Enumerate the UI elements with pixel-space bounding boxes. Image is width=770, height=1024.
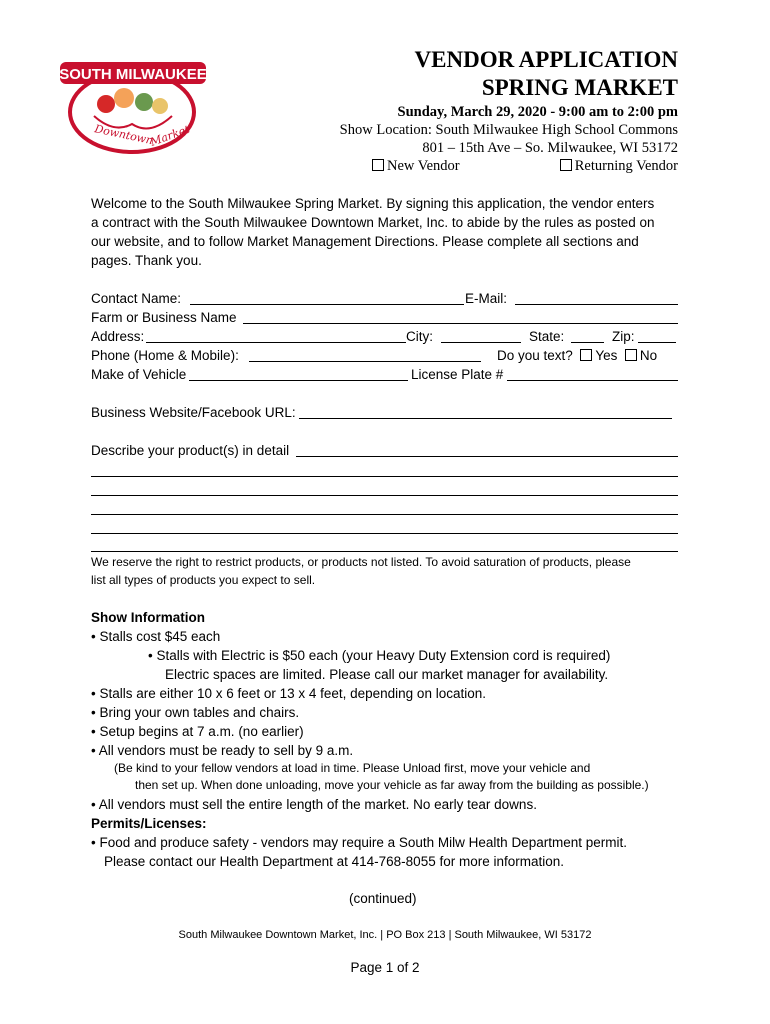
show-address: 801 – 15th Ave – So. Milwaukee, WI 53172 (422, 140, 678, 156)
text-question: Do you text? Yes No (497, 348, 658, 363)
state-field[interactable] (571, 342, 604, 343)
show-info-heading: Show Information (91, 610, 205, 625)
svg-text:Market: Market (148, 122, 192, 149)
email-field[interactable] (515, 304, 678, 305)
address-field[interactable] (146, 342, 406, 343)
page-number: Page 1 of 2 (350, 960, 420, 975)
checkbox-icon[interactable] (560, 159, 572, 171)
show-info-item: • All vendors must be ready to sell by 9 a.m. (91, 743, 354, 758)
address-label: Address: (91, 329, 145, 344)
zip-field[interactable] (638, 342, 676, 343)
permits-item: • Food and produce safety - vendors may require a South Milw Health Department permit. (91, 835, 627, 850)
city-label: City: (406, 329, 433, 344)
permits-item: Please contact our Health Department at 414-768-8055 for more information. (104, 854, 565, 869)
describe-field[interactable] (296, 456, 678, 457)
show-info-item: • Stalls are either 10 x 6 feet or 13 x 4 feet, depending on location. (91, 686, 486, 701)
continued-label: (continued) (349, 891, 417, 906)
show-info-item: • Stalls cost $45 each (91, 629, 221, 644)
show-info-note: (Be kind to your fellow vendors at load in time. Please Unload first, move your vehicle and (114, 761, 591, 775)
city-field[interactable] (441, 342, 521, 343)
returning-vendor-option[interactable]: Returning Vendor (560, 158, 678, 175)
permits-heading: Permits/Licenses: (91, 816, 207, 831)
show-info-item: • Bring your own tables and chairs. (91, 705, 300, 720)
reserve-note-2: list all types of products you expect to sell. (91, 573, 316, 587)
license-field[interactable] (507, 380, 678, 381)
show-info-item: Electric spaces are limited. Please call our market manager for availability. (165, 667, 609, 682)
footer-address: South Milwaukee Downtown Market, Inc. | PO Box 213 | South Milwaukee, WI 53172 (178, 929, 592, 941)
show-info-item: • Stalls with Electric is $50 each (your Heavy Duty Extension cord is required) (148, 648, 611, 663)
show-info-item: • All vendors must sell the entire length of the market. No early tear downs. (91, 797, 537, 812)
event-date: Sunday, March 29, 2020 - 9:00 am to 2:00 pm (397, 104, 678, 120)
intro-line-2: a contract with the South Milwaukee Downtown Market, Inc. to abide by the rules as posted on (91, 215, 655, 230)
svg-text:SOUTH MILWAUKEE: SOUTH MILWAUKEE (59, 66, 207, 83)
zip-label: Zip: (612, 329, 635, 344)
intro-line-1: Welcome to the South Milwaukee Spring Market. By signing this application, the vendor enters (91, 196, 655, 211)
farm-field[interactable] (243, 323, 678, 324)
intro-line-4: pages. Thank you. (91, 253, 202, 268)
describe-label: Describe your product(s) in detail (91, 443, 290, 458)
new-vendor-option[interactable]: New Vendor (372, 158, 460, 175)
yes-checkbox[interactable] (580, 349, 592, 361)
describe-line[interactable] (91, 551, 678, 552)
website-field[interactable] (299, 418, 672, 419)
show-location: Show Location: South Milwaukee High School Commons (339, 122, 678, 138)
checkbox-icon[interactable] (372, 159, 384, 171)
state-label: State: (529, 329, 565, 344)
show-info-item: • Setup begins at 7 a.m. (no earlier) (91, 724, 304, 739)
describe-line[interactable] (91, 476, 678, 477)
farm-label: Farm or Business Name (91, 310, 237, 325)
describe-line[interactable] (91, 533, 678, 534)
intro-line-3: our website, and to follow Market Management Directions. Please complete all sections and (91, 234, 639, 249)
title-line-2: SPRING MARKET (481, 75, 678, 100)
website-label: Business Website/Facebook URL: (91, 405, 296, 420)
market-logo (54, 54, 214, 154)
svg-text:Downtown: Downtown (93, 122, 155, 148)
title-line-1: VENDOR APPLICATION (414, 47, 678, 72)
contact-name-field[interactable] (190, 304, 464, 305)
describe-line[interactable] (91, 514, 678, 515)
describe-line[interactable] (91, 495, 678, 496)
license-label: License Plate # (411, 367, 504, 382)
phone-field[interactable] (249, 361, 481, 362)
vehicle-label: Make of Vehicle (91, 367, 187, 382)
contact-name-label: Contact Name: (91, 291, 182, 306)
phone-label: Phone (Home & Mobile): (91, 348, 239, 363)
reserve-note-1: We reserve the right to restrict products, or products not listed. To avoid saturation of products, please (91, 555, 631, 569)
email-label: E-Mail: (465, 291, 508, 306)
show-info-note: then set up. When done unloading, move your vehicle as far away from the building as possible.) (135, 778, 649, 792)
no-checkbox[interactable] (625, 349, 637, 361)
vehicle-field[interactable] (189, 380, 408, 381)
